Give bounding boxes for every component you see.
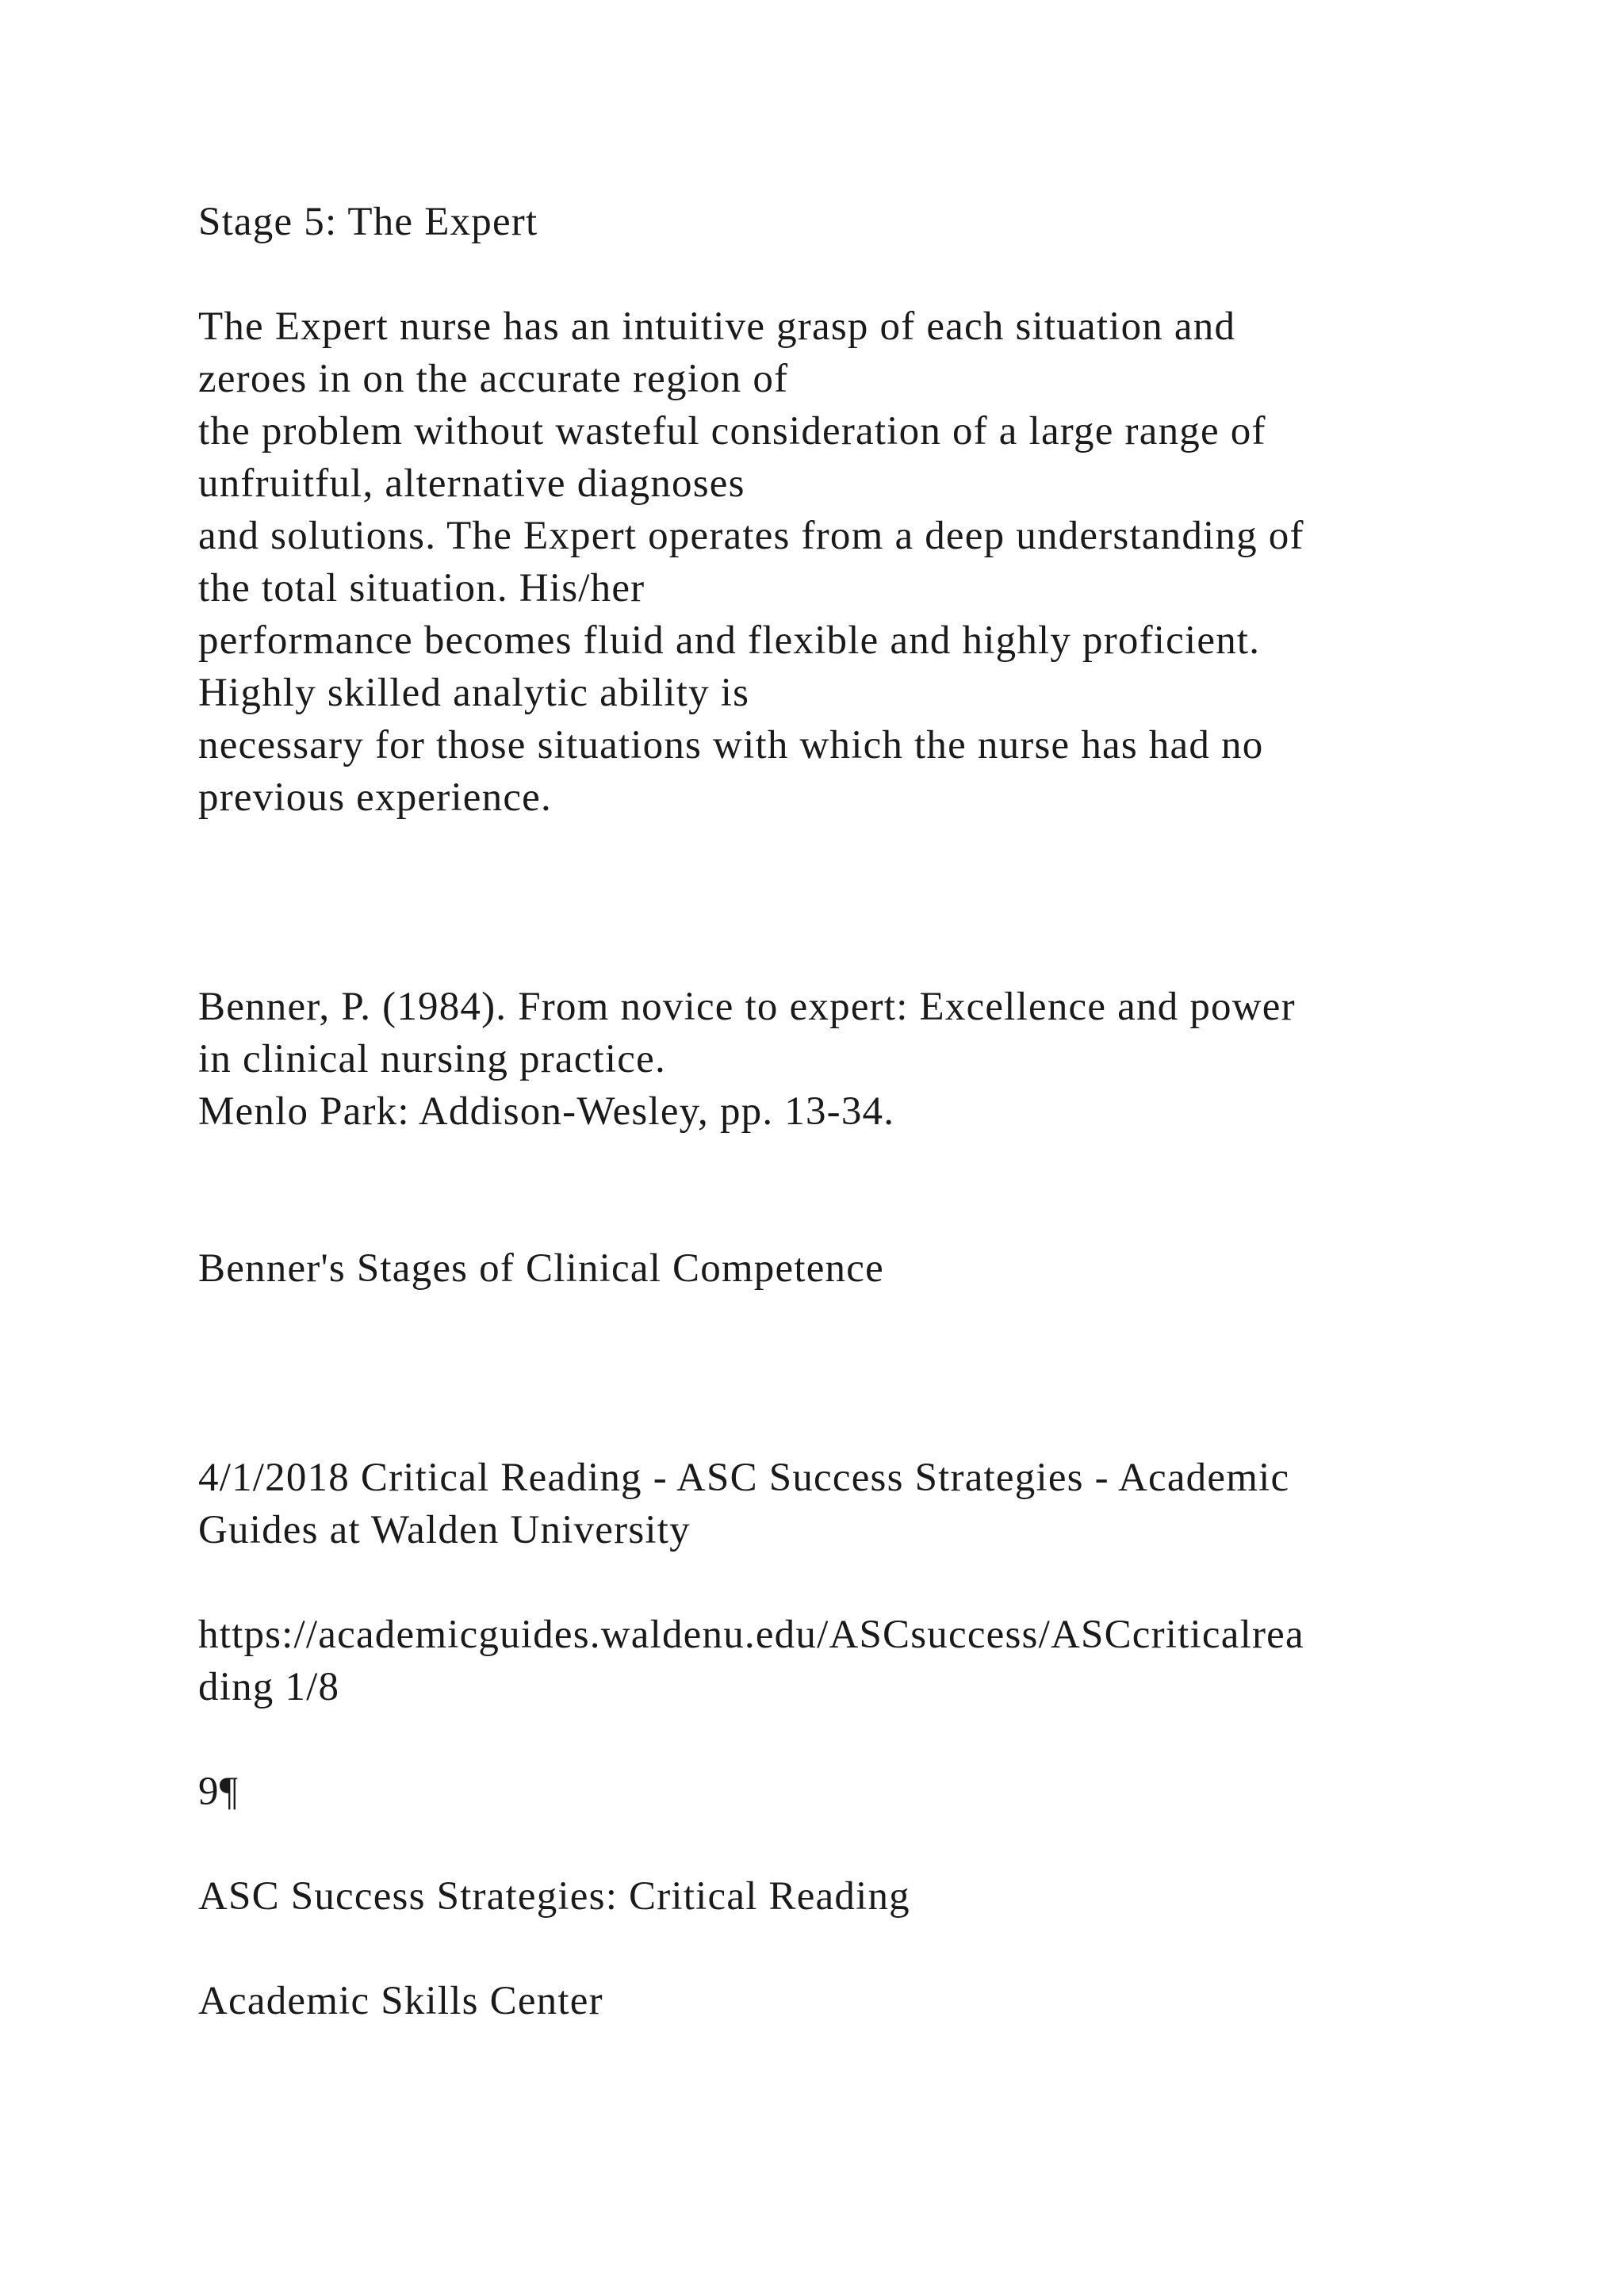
paragraph-line: unfruitful, alternative diagnoses bbox=[198, 461, 745, 506]
paragraph-line: the problem without wasteful consideration of a large range of bbox=[198, 409, 1266, 453]
citation-line: Benner, P. (1984). From novice to expert: Excellence and power bbox=[198, 985, 1296, 1029]
section-title: ASC Success Strategies: Critical Reading bbox=[198, 1874, 910, 1919]
header-line: 4/1/2018 Critical Reading - ASC Success Strategies - Academic bbox=[198, 1456, 1290, 1500]
paragraph-line: previous experience. bbox=[198, 775, 552, 820]
paragraph-line: and solutions. The Expert operates from a deep understanding of bbox=[198, 514, 1304, 558]
citation-line: in clinical nursing practice. bbox=[198, 1037, 666, 1081]
stages-title: Benner's Stages of Clinical Competence bbox=[198, 1246, 884, 1291]
url-line: ding 1/8 bbox=[198, 1665, 340, 1709]
url-line: https://academicguides.waldenu.edu/ASCsuccess/ASCcriticalrea bbox=[198, 1613, 1304, 1657]
paragraph-line: necessary for those situations with which the nurse has had no bbox=[198, 723, 1264, 767]
paragraph-line: The Expert nurse has an intuitive grasp of each situation and bbox=[198, 304, 1236, 349]
header-line: Guides at Walden University bbox=[198, 1508, 691, 1552]
paragraph-line: performance becomes fluid and flexible and highly proficient. bbox=[198, 618, 1261, 663]
paragraph-line: zeroes in on the accurate region of bbox=[198, 357, 789, 401]
pilcrow-line: 9¶ bbox=[198, 1770, 239, 1814]
paragraph-line: the total situation. His/her bbox=[198, 566, 645, 610]
paragraph-line: Highly skilled analytic ability is bbox=[198, 671, 750, 715]
citation-line: Menlo Park: Addison-Wesley, pp. 13-34. bbox=[198, 1089, 895, 1134]
stage-heading: Stage 5: The Expert bbox=[198, 200, 538, 244]
center-name: Academic Skills Center bbox=[198, 1979, 603, 2023]
